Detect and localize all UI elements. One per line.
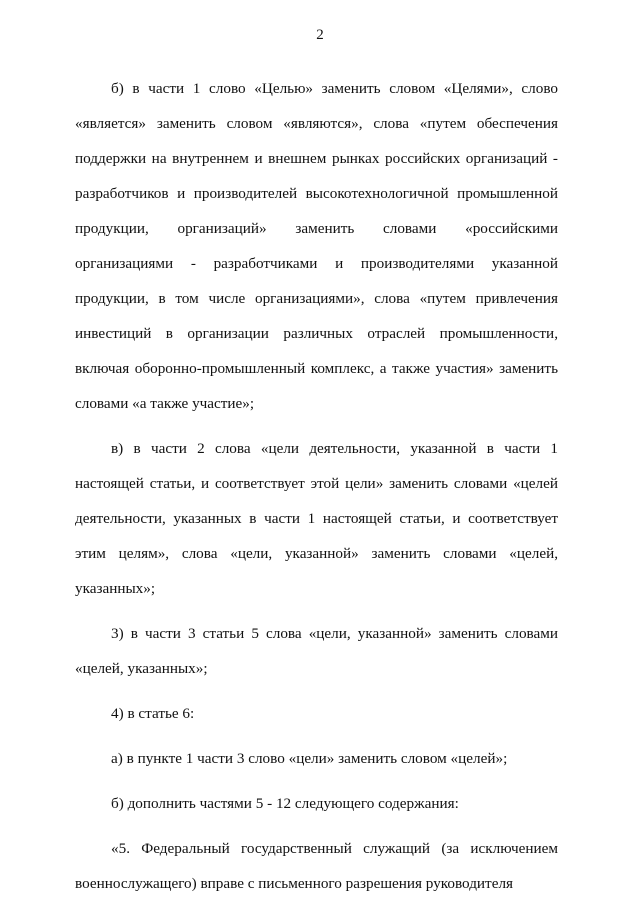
paragraph-part5-start: «5. Федеральный государственный служащий (за исключением военнослужащего) вправе с письменного разрешения руководителя bbox=[75, 840, 558, 892]
paragraph-v-part2: в) в части 2 слова «цели деятельности, указанной в части 1 настоящей статьи, и соответствует этой цели» заменить словами «целей деятельности, указанных в части 1 настоящей статьи, и соответствует этим целям», слова «цели, указанной» заменить словами «целей, указанных»; bbox=[75, 440, 558, 597]
paragraph-b-part1: б) в части 1 слово «Целью» заменить словом «Целями», слово «является» заменить словом «являются», слова «путем обеспечения поддержки на внутреннем и внешнем рынках российских организаций - разработчиков и производителей высокотехнологичной промышленной продукции, организаций» заменить словами «российскими организациями - разработчиками и производителями указанной продукции, в том числе организациями», слова «путем привлечения инвестиций в организации различных отраслей промышленности, включая оборонно-промышленный комплекс, а также участия» заменить словами «а также участие»; bbox=[75, 80, 558, 412]
paragraph-b-supplement: б) дополнить частями 5 - 12 следующего содержания: bbox=[111, 795, 459, 812]
paragraph-item3: 3) в части 3 статьи 5 слова «цели, указанной» заменить словами «целей, указанных»; bbox=[75, 625, 558, 677]
paragraph-item4: 4) в статье 6: bbox=[111, 705, 195, 722]
document-body bbox=[75, 71, 558, 901]
paragraph-a-item1: а) в пункте 1 части 3 слово «цели» заменить словом «целей»; bbox=[111, 750, 508, 767]
page-number: 2 bbox=[316, 27, 324, 43]
